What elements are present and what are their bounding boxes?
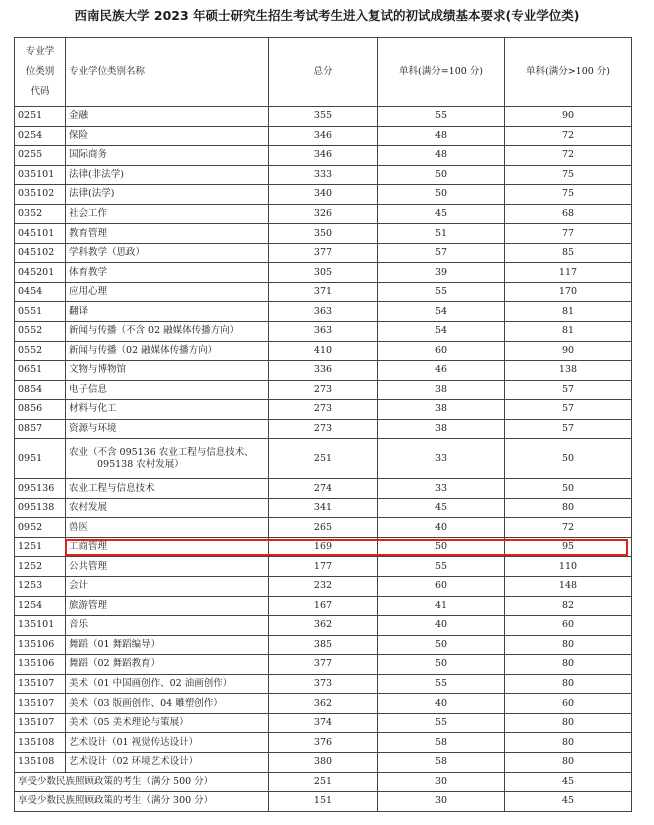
cell-single-100: 33: [378, 479, 505, 499]
cell-code: 0255: [15, 146, 66, 166]
header-code-line1: 专业学: [25, 46, 55, 57]
cell-code: 135108: [15, 752, 66, 772]
header-code-line2: 位类别: [25, 66, 55, 77]
table-row: [15, 752, 632, 772]
cell-code: 1251: [15, 537, 66, 557]
table-row: [15, 713, 632, 733]
cell-name: 舞蹈（01 舞蹈编导）: [66, 635, 269, 655]
table-row: [15, 400, 632, 420]
cell-code: 0251: [15, 107, 66, 127]
cell-single-100: 55: [378, 713, 505, 733]
cell-name: 国际商务: [66, 146, 269, 166]
cell-code: 0552: [15, 341, 66, 361]
cell-name: 音乐: [66, 616, 269, 636]
cell-footer-s100: 30: [378, 792, 505, 812]
cell-single-100: 58: [378, 733, 505, 753]
cell-code: 135107: [15, 674, 66, 694]
table-row: [15, 107, 632, 127]
cell-name: 电子信息: [66, 380, 269, 400]
table-row: [15, 498, 632, 518]
cell-name: 法律(非法学): [66, 165, 269, 185]
cell-single-gt100: 90: [505, 341, 632, 361]
cell-code: 095138: [15, 498, 66, 518]
table-row: [15, 439, 632, 479]
cell-single-gt100: 60: [505, 616, 632, 636]
cell-code: 0651: [15, 361, 66, 381]
cell-total: 346: [269, 146, 378, 166]
cell-single-100: 50: [378, 185, 505, 205]
cell-code: 135101: [15, 616, 66, 636]
cell-single-gt100: 80: [505, 635, 632, 655]
cell-name: 翻译: [66, 302, 269, 322]
cell-single-gt100: 81: [505, 322, 632, 342]
table-row: [15, 655, 632, 675]
cell-name: 体育教学: [66, 263, 269, 283]
cell-total: 371: [269, 282, 378, 302]
cell-name: 资源与环境: [66, 419, 269, 439]
table-row: [15, 204, 632, 224]
table-row: [15, 322, 632, 342]
cell-total: 232: [269, 577, 378, 597]
cell-single-gt100: 138: [505, 361, 632, 381]
table-header-row: [15, 38, 632, 107]
cell-single-100: 60: [378, 577, 505, 597]
cell-code: 1254: [15, 596, 66, 616]
header-code-line3: 代码: [30, 86, 50, 97]
cell-total: 265: [269, 518, 378, 538]
cell-code: 135107: [15, 713, 66, 733]
cell-single-gt100: 75: [505, 165, 632, 185]
cell-single-gt100: 80: [505, 733, 632, 753]
table-row: [15, 361, 632, 381]
cell-single-100: 45: [378, 204, 505, 224]
cell-single-gt100: 95: [505, 537, 632, 557]
cell-name: 美术（01 中国画创作、02 油画创作）: [66, 674, 269, 694]
cell-total: 273: [269, 380, 378, 400]
cell-single-gt100: 72: [505, 518, 632, 538]
cell-single-100: 55: [378, 282, 505, 302]
cell-single-gt100: 85: [505, 243, 632, 263]
table-row: [15, 694, 632, 714]
cell-footer-s100: 30: [378, 772, 505, 792]
cell-code: 045101: [15, 224, 66, 244]
cell-total: 177: [269, 557, 378, 577]
cell-name: 艺术设计（02 环境艺术设计）: [66, 752, 269, 772]
cell-single-100: 50: [378, 165, 505, 185]
cell-total: 274: [269, 479, 378, 499]
cell-single-gt100: 82: [505, 596, 632, 616]
cell-single-gt100: 80: [505, 674, 632, 694]
cell-code: 135106: [15, 635, 66, 655]
cell-code: 0951: [15, 439, 66, 479]
cell-single-100: 38: [378, 380, 505, 400]
cell-name: 农业工程与信息技术: [66, 479, 269, 499]
cell-name: 新闻与传播（不含 02 融媒体传播方向）: [66, 322, 269, 342]
header-single-100: 单科(满分=100 分): [378, 38, 505, 107]
table-row: [15, 596, 632, 616]
cell-code: 0952: [15, 518, 66, 538]
cell-total: 333: [269, 165, 378, 185]
cell-total: 376: [269, 733, 378, 753]
cell-total: 340: [269, 185, 378, 205]
table-row: [15, 733, 632, 753]
cell-total: 336: [269, 361, 378, 381]
cell-single-gt100: 57: [505, 400, 632, 420]
cell-name: 学科教学（思政）: [66, 243, 269, 263]
cell-code: 0551: [15, 302, 66, 322]
table-row: [15, 224, 632, 244]
cell-total: 169: [269, 537, 378, 557]
cell-name: 教育管理: [66, 224, 269, 244]
cell-single-gt100: 80: [505, 752, 632, 772]
page-title: 西南民族大学 2023 年硕士研究生招生考试考生进入复试的初试成绩基本要求(专业学位类): [74, 8, 580, 23]
table-footer-row: [15, 772, 632, 792]
cell-single-gt100: 110: [505, 557, 632, 577]
table-row: [15, 165, 632, 185]
cell-total: 377: [269, 655, 378, 675]
cell-footer-total: 151: [269, 792, 378, 812]
header-name: 专业学位类别名称: [66, 38, 269, 107]
table-row: [15, 674, 632, 694]
score-table: [14, 37, 632, 812]
table-row: [15, 302, 632, 322]
cell-single-gt100: 57: [505, 419, 632, 439]
cell-total: 363: [269, 302, 378, 322]
cell-total: 362: [269, 694, 378, 714]
cell-code: 1252: [15, 557, 66, 577]
cell-total: 363: [269, 322, 378, 342]
cell-name-line1: 农业（不含 095136 农业工程与信息技术、: [69, 446, 254, 458]
table-row: [15, 263, 632, 283]
cell-single-100: 51: [378, 224, 505, 244]
cell-single-100: 38: [378, 419, 505, 439]
table-row: [15, 537, 632, 557]
cell-name: 会计: [66, 577, 269, 597]
cell-single-100: 50: [378, 537, 505, 557]
cell-single-gt100: 72: [505, 126, 632, 146]
cell-single-100: 41: [378, 596, 505, 616]
cell-single-gt100: 170: [505, 282, 632, 302]
header-code: [15, 38, 66, 107]
cell-total: 167: [269, 596, 378, 616]
cell-total: 373: [269, 674, 378, 694]
table-row: [15, 146, 632, 166]
cell-total: 273: [269, 419, 378, 439]
cell-name: 舞蹈（02 舞蹈教育）: [66, 655, 269, 675]
cell-name: 美术（03 版画创作、04 雕塑创作）: [66, 694, 269, 714]
cell-single-100: 48: [378, 146, 505, 166]
cell-single-100: 45: [378, 498, 505, 518]
cell-name: 兽医: [66, 518, 269, 538]
cell-footer-label: 享受少数民族照顾政策的考生（满分 500 分）: [15, 772, 269, 792]
cell-single-100: 50: [378, 655, 505, 675]
cell-name: 文物与博物馆: [66, 361, 269, 381]
cell-single-gt100: 75: [505, 185, 632, 205]
table-row: [15, 479, 632, 499]
cell-single-100: 54: [378, 302, 505, 322]
cell-single-gt100: 68: [505, 204, 632, 224]
cell-code: 0854: [15, 380, 66, 400]
cell-single-100: 55: [378, 674, 505, 694]
cell-code: 0552: [15, 322, 66, 342]
cell-code: 0254: [15, 126, 66, 146]
table-row: [15, 518, 632, 538]
cell-single-100: 50: [378, 635, 505, 655]
cell-single-gt100: 50: [505, 479, 632, 499]
cell-code: 045201: [15, 263, 66, 283]
cell-total: 355: [269, 107, 378, 127]
cell-name: 材料与化工: [66, 400, 269, 420]
table-row: [15, 616, 632, 636]
cell-single-100: 48: [378, 126, 505, 146]
cell-total: 380: [269, 752, 378, 772]
cell-single-100: 40: [378, 694, 505, 714]
cell-code: 035101: [15, 165, 66, 185]
table-footer-row: [15, 792, 632, 812]
table-row: [15, 380, 632, 400]
table-row: [15, 557, 632, 577]
cell-single-100: 33: [378, 439, 505, 479]
cell-total: 326: [269, 204, 378, 224]
cell-total: 273: [269, 400, 378, 420]
cell-name-line2: 095138 农村发展）: [97, 458, 184, 470]
cell-total: 377: [269, 243, 378, 263]
cell-name: 新闻与传播（02 融媒体传播方向）: [66, 341, 269, 361]
cell-code: 135108: [15, 733, 66, 753]
cell-code: 0352: [15, 204, 66, 224]
cell-footer-sgt100: 45: [505, 792, 632, 812]
cell-single-100: 40: [378, 518, 505, 538]
cell-total: 385: [269, 635, 378, 655]
cell-total: 350: [269, 224, 378, 244]
cell-single-gt100: 117: [505, 263, 632, 283]
cell-single-gt100: 57: [505, 380, 632, 400]
table-row: [15, 341, 632, 361]
cell-name: [66, 439, 269, 479]
cell-name: 工商管理: [66, 537, 269, 557]
cell-single-gt100: 60: [505, 694, 632, 714]
cell-single-100: 57: [378, 243, 505, 263]
table-row: [15, 243, 632, 263]
cell-code: 0857: [15, 419, 66, 439]
cell-footer-label: 享受少数民族照顾政策的考生（满分 300 分）: [15, 792, 269, 812]
cell-single-gt100: 80: [505, 713, 632, 733]
cell-total: 362: [269, 616, 378, 636]
cell-name: 保险: [66, 126, 269, 146]
table-row: [15, 282, 632, 302]
cell-code: 0454: [15, 282, 66, 302]
cell-name: 美术（05 美术理论与策展）: [66, 713, 269, 733]
table-row: [15, 126, 632, 146]
cell-single-gt100: 90: [505, 107, 632, 127]
cell-name: 农村发展: [66, 498, 269, 518]
cell-code: 0856: [15, 400, 66, 420]
cell-single-gt100: 50: [505, 439, 632, 479]
cell-footer-sgt100: 45: [505, 772, 632, 792]
cell-single-100: 60: [378, 341, 505, 361]
cell-name: 旅游管理: [66, 596, 269, 616]
cell-total: 410: [269, 341, 378, 361]
cell-single-gt100: 148: [505, 577, 632, 597]
cell-name: 应用心理: [66, 282, 269, 302]
header-single-gt100: 单科(满分>100 分): [505, 38, 632, 107]
cell-footer-total: 251: [269, 772, 378, 792]
cell-code: 135107: [15, 694, 66, 714]
cell-name: 法律(法学): [66, 185, 269, 205]
cell-single-100: 39: [378, 263, 505, 283]
cell-single-100: 38: [378, 400, 505, 420]
cell-name: 公共管理: [66, 557, 269, 577]
cell-total: 346: [269, 126, 378, 146]
cell-single-100: 58: [378, 752, 505, 772]
cell-single-100: 55: [378, 557, 505, 577]
cell-total: 251: [269, 439, 378, 479]
header-total: 总分: [269, 38, 378, 107]
cell-single-gt100: 80: [505, 655, 632, 675]
cell-name: 艺术设计（01 视觉传达设计）: [66, 733, 269, 753]
cell-single-gt100: 80: [505, 498, 632, 518]
cell-single-gt100: 72: [505, 146, 632, 166]
cell-total: 374: [269, 713, 378, 733]
cell-code: 1253: [15, 577, 66, 597]
cell-total: 341: [269, 498, 378, 518]
table-row: [15, 635, 632, 655]
cell-code: 035102: [15, 185, 66, 205]
table-row: [15, 577, 632, 597]
cell-single-gt100: 77: [505, 224, 632, 244]
cell-code: 045102: [15, 243, 66, 263]
cell-single-100: 55: [378, 107, 505, 127]
cell-single-100: 40: [378, 616, 505, 636]
cell-single-100: 46: [378, 361, 505, 381]
cell-code: 095136: [15, 479, 66, 499]
cell-total: 305: [269, 263, 378, 283]
table-row: [15, 419, 632, 439]
cell-single-100: 54: [378, 322, 505, 342]
cell-name: 金融: [66, 107, 269, 127]
cell-name: 社会工作: [66, 204, 269, 224]
cell-single-gt100: 81: [505, 302, 632, 322]
cell-code: 135106: [15, 655, 66, 675]
table-row: [15, 185, 632, 205]
